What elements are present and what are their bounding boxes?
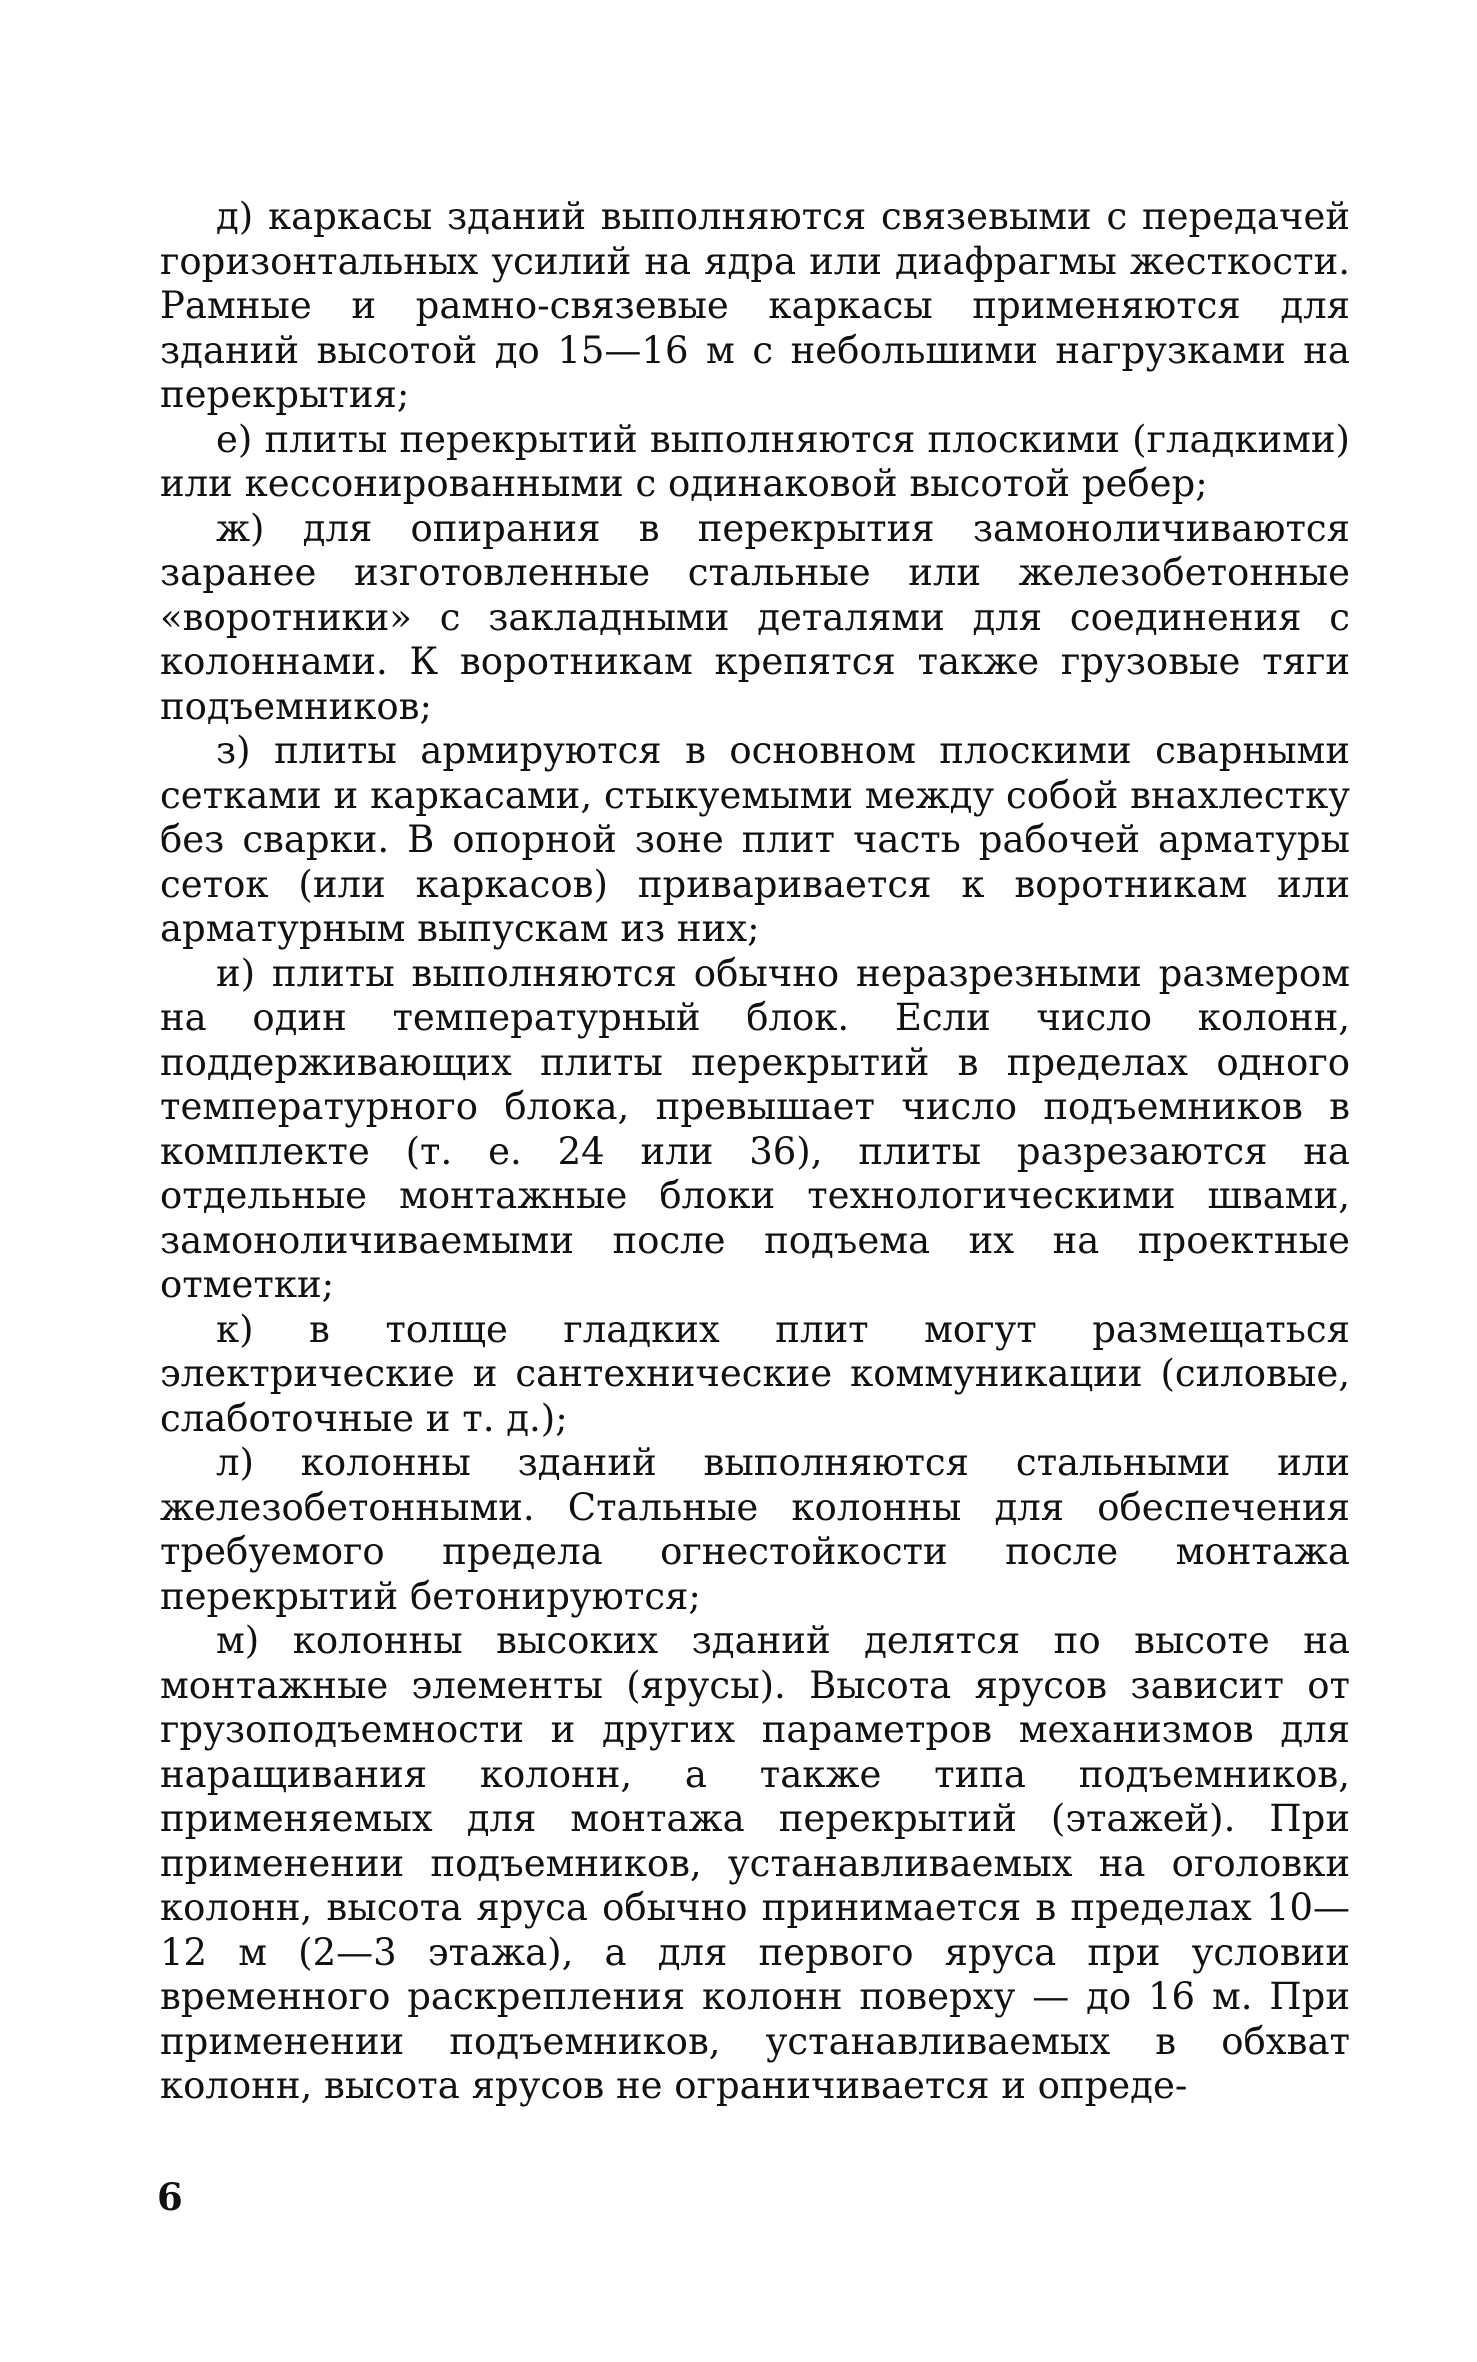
paragraph-z: з) плиты армируются в основном плоскими сварными сетками и каркасами, стыкуемыми между собой внахлестку без сварки. В опорной зоне плит часть рабочей арматуры сеток (или каркасов) приваривается к воротникам или арматурным выпускам из них; bbox=[160, 729, 1350, 950]
paragraph-d: д) каркасы зданий выполняются связевыми с передачей горизонтальных усилий на ядра или диафрагмы жесткости. Рамные и рамно-связевые каркасы применяются для зданий высотой до 15—16 м с небольшими нагрузками на перекрытия; bbox=[160, 195, 1350, 416]
page-number: 6 bbox=[157, 2175, 183, 2219]
paragraph-zh: ж) для опирания в перекрытия замоноличиваются заранее изготовленные стальные или железобетонные «воротники» с закладными деталями для соединения с колоннами. К воротникам крепятся также грузовые тяги подъемников; bbox=[160, 506, 1350, 728]
page-body bbox=[160, 195, 1350, 2109]
paragraph-e: е) плиты перекрытий выполняются плоскими (гладкими) или кессонированными с одинаковой высотой ребер; bbox=[160, 417, 1350, 505]
paragraph-l: л) колонны зданий выполняются стальными или железобетонными. Стальные колонны для обеспечения требуемого предела огнестойкости после монтажа перекрытий бетонируются; bbox=[160, 1441, 1350, 1618]
paragraph-m: м) колонны высоких зданий делятся по высоте на монтажные элементы (ярусы). Высота ярусов зависит от грузоподъемности и других параметров механизмов для наращивания колонн, а также типа подъемников, применяемых для монтажа перекрытий (этажей). При применении подъемников, устанавливаемых на оголовки колонн, высота яруса обычно принимается в пределах 10—12 м (2—3 этажа), а для первого яруса при условии временного раскрепления колонн поверху — до 16 м. При применении подъемников, устанавливаемых в обхват колонн, высота ярусов не ограничивается и опреде- bbox=[160, 1619, 1350, 2107]
paragraph-k: к) в толще гладких плит могут размещаться электрические и сантехнические коммуникации (силовые, слаботочные и т. д.); bbox=[160, 1307, 1350, 1440]
paragraph-i: и) плиты выполняются обычно неразрезными размером на один температурный блок. Если число колонн, поддерживающих плиты перекрытий в пределах одного температурного блока, превышает число подъемников в комплекте (т. е. 24 или 36), плиты разрезаются на отдельные монтажные блоки технологическими швами, замоноличиваемыми после подъема их на проектные отметки; bbox=[160, 951, 1350, 1306]
